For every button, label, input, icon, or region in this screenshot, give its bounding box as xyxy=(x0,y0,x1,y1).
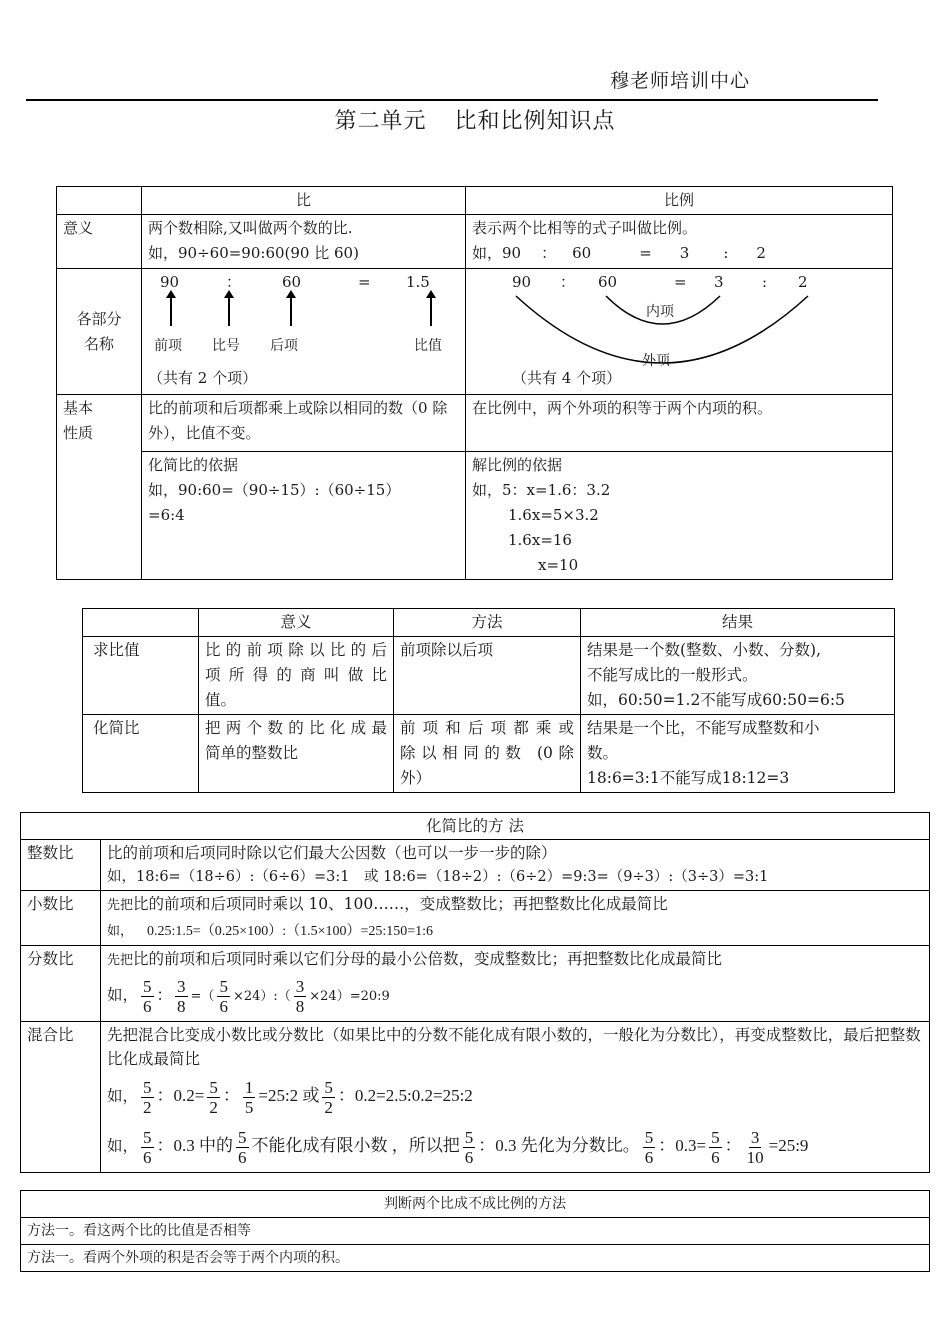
prop-basis xyxy=(466,452,893,580)
t2-value-meaning-l1: 比的前项除以比的后 xyxy=(205,641,387,659)
t2-simplify-meaning xyxy=(199,715,394,793)
t2-simplify-method xyxy=(394,715,581,793)
ratio-proportion-table xyxy=(56,186,893,580)
prop-basis-line3: 1.6x=5×3.2 xyxy=(508,506,599,524)
ratio-parts-diagram xyxy=(142,269,466,395)
page-title xyxy=(0,104,950,135)
header-org: 穆老师培训中心 xyxy=(610,70,751,92)
t3-fraction-example: 如， $\frac{5}{6}$ ： $\frac{3}{8}$ =（ $\frac{5}{6}$ ×24）:（ $\frac{3}{8}$ ×24）=20:9 xyxy=(107,976,390,1016)
t2-value-method: 前项除以后项 xyxy=(394,637,581,715)
prop-equals: = xyxy=(674,273,687,291)
parts-label-line2: 名称 xyxy=(83,334,114,353)
prop-term1: 90 xyxy=(512,273,532,291)
t2-simplify-result-l1: 结果是一个比，不能写成整数和小 xyxy=(587,719,820,737)
t2-simplify-meaning-l2: 简单的整数比 xyxy=(205,744,299,762)
t3-label-mixed: 混合比 xyxy=(21,1022,101,1173)
arrow-up-icon xyxy=(170,296,172,326)
ratio-meaning xyxy=(142,215,466,269)
t2-header-result: 结果 xyxy=(581,609,895,637)
label-ratio-value: 比值 xyxy=(414,338,442,354)
ratio-meaning-line2: 如，90÷60=90:60(90 比 60) xyxy=(148,244,359,262)
judge-proportion-table xyxy=(20,1190,930,1272)
t3-mixed xyxy=(101,1022,930,1173)
ratio-value-simplify-table xyxy=(82,608,895,793)
prop-basis-line5: x=10 xyxy=(538,556,579,574)
t2-simplify-result-l3: 18:6=3:1不能写成18:12=3 xyxy=(587,769,790,787)
header-rule xyxy=(26,99,878,101)
proportion-arcs xyxy=(472,270,892,380)
t2-simplify-method-l1: 前项和后项都乘或 xyxy=(400,719,574,737)
prop-basis-line4: 1.6x=16 xyxy=(508,531,572,549)
simplify-methods-table xyxy=(20,812,930,1173)
arrow-up-icon xyxy=(430,296,432,326)
label-ratio-sign: 比号 xyxy=(212,338,240,354)
ratio-basis-line1: 化简比的依据 xyxy=(148,456,239,474)
ratio-property: 比的前项和后项都乘上或除以相同的数（0 除外），比值不变。 xyxy=(142,395,466,452)
property-label-line2: 性质 xyxy=(63,424,94,442)
ratio-meaning-line1: 两个数相除,又叫做两个数的比. xyxy=(148,219,353,237)
prop-term3: 3 xyxy=(714,273,724,291)
arrow-up-icon xyxy=(228,296,230,326)
t2-simplify-meaning-l1: 把两个数的比化成最 xyxy=(205,719,387,737)
label-outer-terms: 外项 xyxy=(642,353,670,369)
prop-property: 在比例中，两个外项的积等于两个内项的积。 xyxy=(466,395,893,452)
ratio-term1: 90 xyxy=(160,273,180,291)
ratio-term2: 60 xyxy=(282,273,302,291)
arrow-up-icon xyxy=(290,296,292,326)
t3-integer-line1: 比的前项和后项同时除以它们最大公因数（也可以一步一步的除） xyxy=(107,844,557,862)
t2-simplify-result xyxy=(581,715,895,793)
label-inner-terms: 内项 xyxy=(646,304,674,320)
t4-title: 判断两个比成不成比例的方法 xyxy=(21,1191,930,1218)
t2-row-label-simplify: 化简比 xyxy=(83,715,199,793)
t2-simplify-result-l2: 数。 xyxy=(587,744,619,762)
t4-method2: 方法一。看两个外项的积是否会等于两个内项的积。 xyxy=(21,1245,930,1272)
t2-value-result xyxy=(581,637,895,715)
prop-meaning xyxy=(466,215,893,269)
t2-simplify-method-l2: 除以相同的数 (0除 xyxy=(400,744,574,762)
t3-decimal-line2: 如， 0.25:1.5=（0.25×100）:（1.5×100）=25:150=1:6 xyxy=(107,924,434,939)
row-label-parts xyxy=(57,269,142,395)
t3-mixed-example2: 如， $\frac{5}{6}$ ：0.3 中的 $\frac{5}{6}$ 不能化成有限小数 ，所以把 $\frac{5}{6}$ ：0.3 先化为分数比。 $\frac{5}{6}$ ：0.3= $\frac{5}{6}$ ： $\frac{3}{10}$ =25:9 xyxy=(107,1127,809,1167)
prop-parts-diagram xyxy=(466,269,893,395)
ratio-term-count: （共有 2 个项） xyxy=(148,369,258,387)
ratio-colon: ： xyxy=(226,273,242,291)
t4-method1: 方法一。看这两个比的比值是否相等 xyxy=(21,1218,930,1245)
parts-label-line1: 各部分 xyxy=(76,309,122,328)
title-part2: 比和比例知识点 xyxy=(454,109,616,134)
t2-value-result-l1: 结果是一个数(整数、小数、分数), xyxy=(587,641,822,659)
t3-integer-line2: 如，18:6=（18÷6）:（6÷6）=3:1 或 18:6=（18÷2）:（6÷2）=9:3=（9÷3）:（3÷3）=3:1 xyxy=(107,869,769,885)
prop-term2: 60 xyxy=(598,273,618,291)
property-label-line1: 基本 xyxy=(63,399,94,417)
t2-value-result-l3: 如，60:50=1.2不能写成60:50=6:5 xyxy=(587,691,845,709)
col-header-ratio: 比 xyxy=(142,187,466,215)
col-header-proportion: 比例 xyxy=(466,187,893,215)
prop-meaning-line2: 如，90 ： 60 = 3 : 2 xyxy=(472,244,766,262)
t3-label-fraction: 分数比 xyxy=(21,946,101,1022)
prop-meaning-line1: 表示两个比相等的式子叫做比例。 xyxy=(472,219,698,237)
t2-header-meaning: 意义 xyxy=(199,609,394,637)
t2-value-meaning xyxy=(199,637,394,715)
prop-colon2: : xyxy=(762,273,768,291)
ratio-equals: = xyxy=(358,273,371,291)
t3-decimal xyxy=(101,891,930,946)
t2-row-label-value: 求比值 xyxy=(83,637,199,715)
t3-fraction-line1: 先把比的前项和后项同时乘以它们分母的最小公倍数，变成整数比；再把整数比化成最简比 xyxy=(107,950,723,968)
row-label-meaning: 意义 xyxy=(57,215,142,269)
row-label-property xyxy=(57,395,142,580)
t2-value-meaning-l2: 项所得的商叫做比 xyxy=(205,666,387,684)
t3-mixed-example1: 如， $\frac{5}{2}$ ：0.2= $\frac{5}{2}$ ： $\frac{1}{5}$ =25:2 或 $\frac{5}{2}$ ：0.2=2.5:0.2=25:2 xyxy=(107,1077,473,1117)
t2-simplify-method-l3: 外） xyxy=(400,769,432,787)
t3-integer xyxy=(101,840,930,891)
prop-term-count: （共有 4 个项） xyxy=(512,369,622,387)
t3-mixed-line1: 先把混合比变成小数比或分数比（如果比中的分数不能化成有限小数的，一般化为分数比），再变成整数比，最后把整数比化成最简比 xyxy=(107,1026,921,1068)
label-consequent: 后项 xyxy=(270,338,298,354)
t3-label-decimal: 小数比 xyxy=(21,891,101,946)
ratio-basis-line2: 如，90:60=（90÷15）:（60÷15） xyxy=(148,481,401,499)
t3-label-integer: 整数比 xyxy=(21,840,101,891)
prop-basis-line2: 如，5：x=1.6：3.2 xyxy=(472,481,611,499)
t2-value-meaning-l3: 值。 xyxy=(205,691,237,709)
t3-fraction xyxy=(101,946,930,1022)
t3-decimal-line1: 先把比的前项和后项同时乘以 10、100……，变成整数比；再把整数比化成最简比 xyxy=(107,895,668,913)
t3-title: 化简比的方 法 xyxy=(21,813,930,840)
prop-term4: 2 xyxy=(798,273,808,291)
ratio-basis xyxy=(142,452,466,580)
ratio-value: 1.5 xyxy=(406,273,430,291)
t2-value-result-l2: 不能写成比的一般形式。 xyxy=(587,666,758,684)
t2-header-method: 方法 xyxy=(394,609,581,637)
prop-colon1: ： xyxy=(560,273,576,291)
ratio-basis-line3: =6:4 xyxy=(148,506,185,524)
label-antecedent: 前项 xyxy=(154,338,182,354)
prop-basis-line1: 解比例的依据 xyxy=(472,456,563,474)
title-part1: 第二单元 xyxy=(334,109,427,134)
